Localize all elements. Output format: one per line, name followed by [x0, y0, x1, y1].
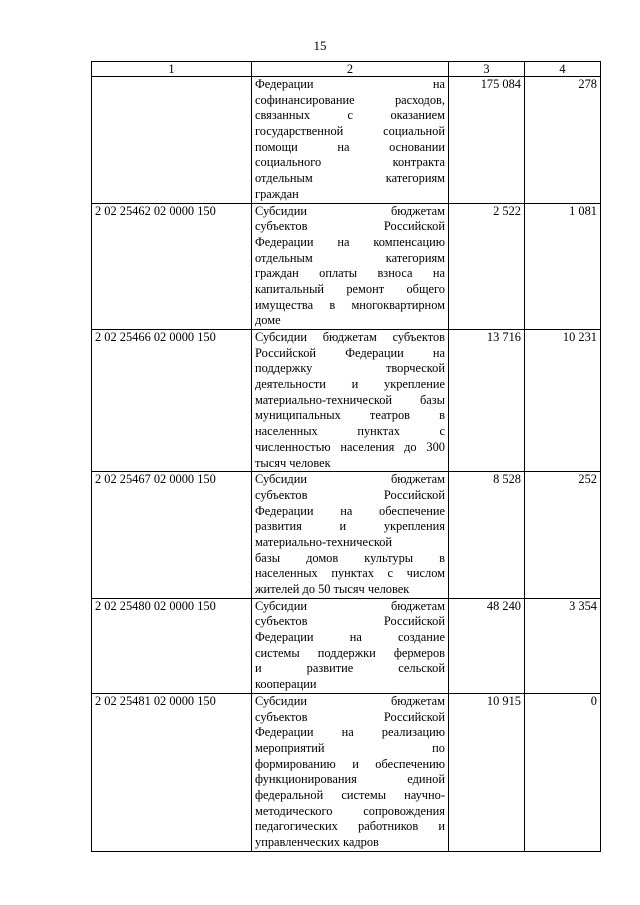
description-line: кооперации	[255, 677, 317, 692]
budget-code-cell: 2 02 25462 02 0000 150	[92, 203, 252, 330]
table-row	[92, 472, 601, 599]
description-line: и развитие сельской	[255, 661, 445, 676]
amount-cell-col3: 175 084	[449, 77, 525, 204]
description-line: развития и укрепления	[255, 519, 445, 534]
description-line: Федерации на компенсацию	[255, 234, 445, 249]
amount-cell-col3: 13 716	[449, 330, 525, 472]
description-line: софинансирование расходов,	[255, 92, 445, 107]
description-line: населенных пунктах с числом	[255, 566, 445, 581]
description-line: субъектов Российской	[255, 709, 445, 724]
description-line: отдельным категориям	[255, 250, 445, 265]
description-line: доме	[255, 313, 281, 328]
description-line: граждан	[255, 186, 299, 201]
description-line: субъектов Российской	[255, 487, 445, 502]
description-line: методического сопровождения	[255, 803, 445, 818]
description-line: деятельности и укрепление	[255, 377, 445, 392]
budget-code-cell: 2 02 25467 02 0000 150	[92, 472, 252, 599]
description-line: Федерации на	[255, 77, 445, 91]
description-line: мероприятий по	[255, 740, 445, 755]
budget-code-cell: 2 02 25481 02 0000 150	[92, 693, 252, 851]
description-line: федеральной системы научно-	[255, 787, 445, 802]
description-line: управленческих кадров	[255, 835, 379, 849]
table-body	[92, 77, 601, 852]
description-line: субъектов Российской	[255, 219, 445, 234]
description-line: муниципальных театров в	[255, 408, 445, 423]
description-line: отдельным категориям	[255, 171, 445, 186]
description-line: формированию и обеспечению	[255, 756, 445, 771]
description-cell	[252, 693, 449, 851]
description-line: материально-технической	[255, 534, 393, 549]
column-header-3: 3	[449, 62, 525, 77]
description-cell	[252, 472, 449, 599]
description-line: Федерации на создание	[255, 630, 445, 645]
description-line: системы поддержки фермеров	[255, 645, 445, 660]
table-row	[92, 77, 601, 204]
description-line: Субсидии бюджетам	[255, 472, 445, 487]
column-header-2: 2	[252, 62, 449, 77]
amount-cell-col4: 0	[525, 693, 601, 851]
budget-code-cell	[92, 77, 252, 204]
description-line: граждан оплаты взноса на	[255, 266, 445, 281]
description-line: поддержку творческой	[255, 361, 445, 376]
amount-cell-col3: 8 528	[449, 472, 525, 599]
description-line: Федерации на реализацию	[255, 725, 445, 740]
table-row	[92, 203, 601, 330]
description-line: связанных с оказанием	[255, 108, 445, 123]
description-line: жителей до 50 тысяч человек	[255, 582, 410, 596]
budget-code-cell: 2 02 25466 02 0000 150	[92, 330, 252, 472]
amount-cell-col4: 252	[525, 472, 601, 599]
budget-table	[91, 61, 601, 852]
budget-code-cell: 2 02 25480 02 0000 150	[92, 598, 252, 693]
amount-cell-col3: 2 522	[449, 203, 525, 330]
amount-cell-col4: 3 354	[525, 598, 601, 693]
description-line: Субсидии бюджетам	[255, 203, 445, 218]
description-line: Субсидии бюджетам	[255, 598, 445, 613]
page-number: 15	[313, 38, 327, 53]
description-line: социального контракта	[255, 155, 445, 170]
description-line: населенных пунктах с	[255, 424, 445, 439]
description-line: функционирования единой	[255, 772, 445, 787]
table-row	[92, 598, 601, 693]
description-cell	[252, 77, 449, 204]
description-line: базы домов культуры в	[255, 550, 445, 565]
description-line: тысяч человек	[255, 455, 331, 470]
amount-cell-col4: 10 231	[525, 330, 601, 472]
description-line: Субсидии бюджетам	[255, 693, 445, 708]
description-line: Субсидии бюджетам субъектов	[255, 330, 445, 344]
amount-cell-col4: 278	[525, 77, 601, 204]
description-line: государственной социальной	[255, 124, 445, 139]
description-cell	[252, 203, 449, 330]
description-cell	[252, 598, 449, 693]
description-line: капитальный ремонт общего	[255, 281, 445, 296]
table-row	[92, 330, 601, 472]
description-line: имущества в многоквартирном	[255, 297, 445, 312]
description-cell	[252, 330, 449, 472]
description-line: субъектов Российской	[255, 614, 445, 629]
description-line: Российской Федерации на	[255, 345, 445, 360]
column-header-4: 4	[525, 62, 601, 77]
amount-cell-col4: 1 081	[525, 203, 601, 330]
description-line: численностью населения до 300	[255, 439, 445, 454]
description-line: помощи на основании	[255, 139, 445, 154]
table-header-row	[92, 62, 601, 77]
description-line: Федерации на обеспечение	[255, 503, 445, 518]
column-header-1: 1	[92, 62, 252, 77]
table-row	[92, 693, 601, 851]
description-line: материально-технической базы	[255, 392, 445, 407]
amount-cell-col3: 48 240	[449, 598, 525, 693]
amount-cell-col3: 10 915	[449, 693, 525, 851]
description-line: педагогических работников и	[255, 819, 445, 834]
